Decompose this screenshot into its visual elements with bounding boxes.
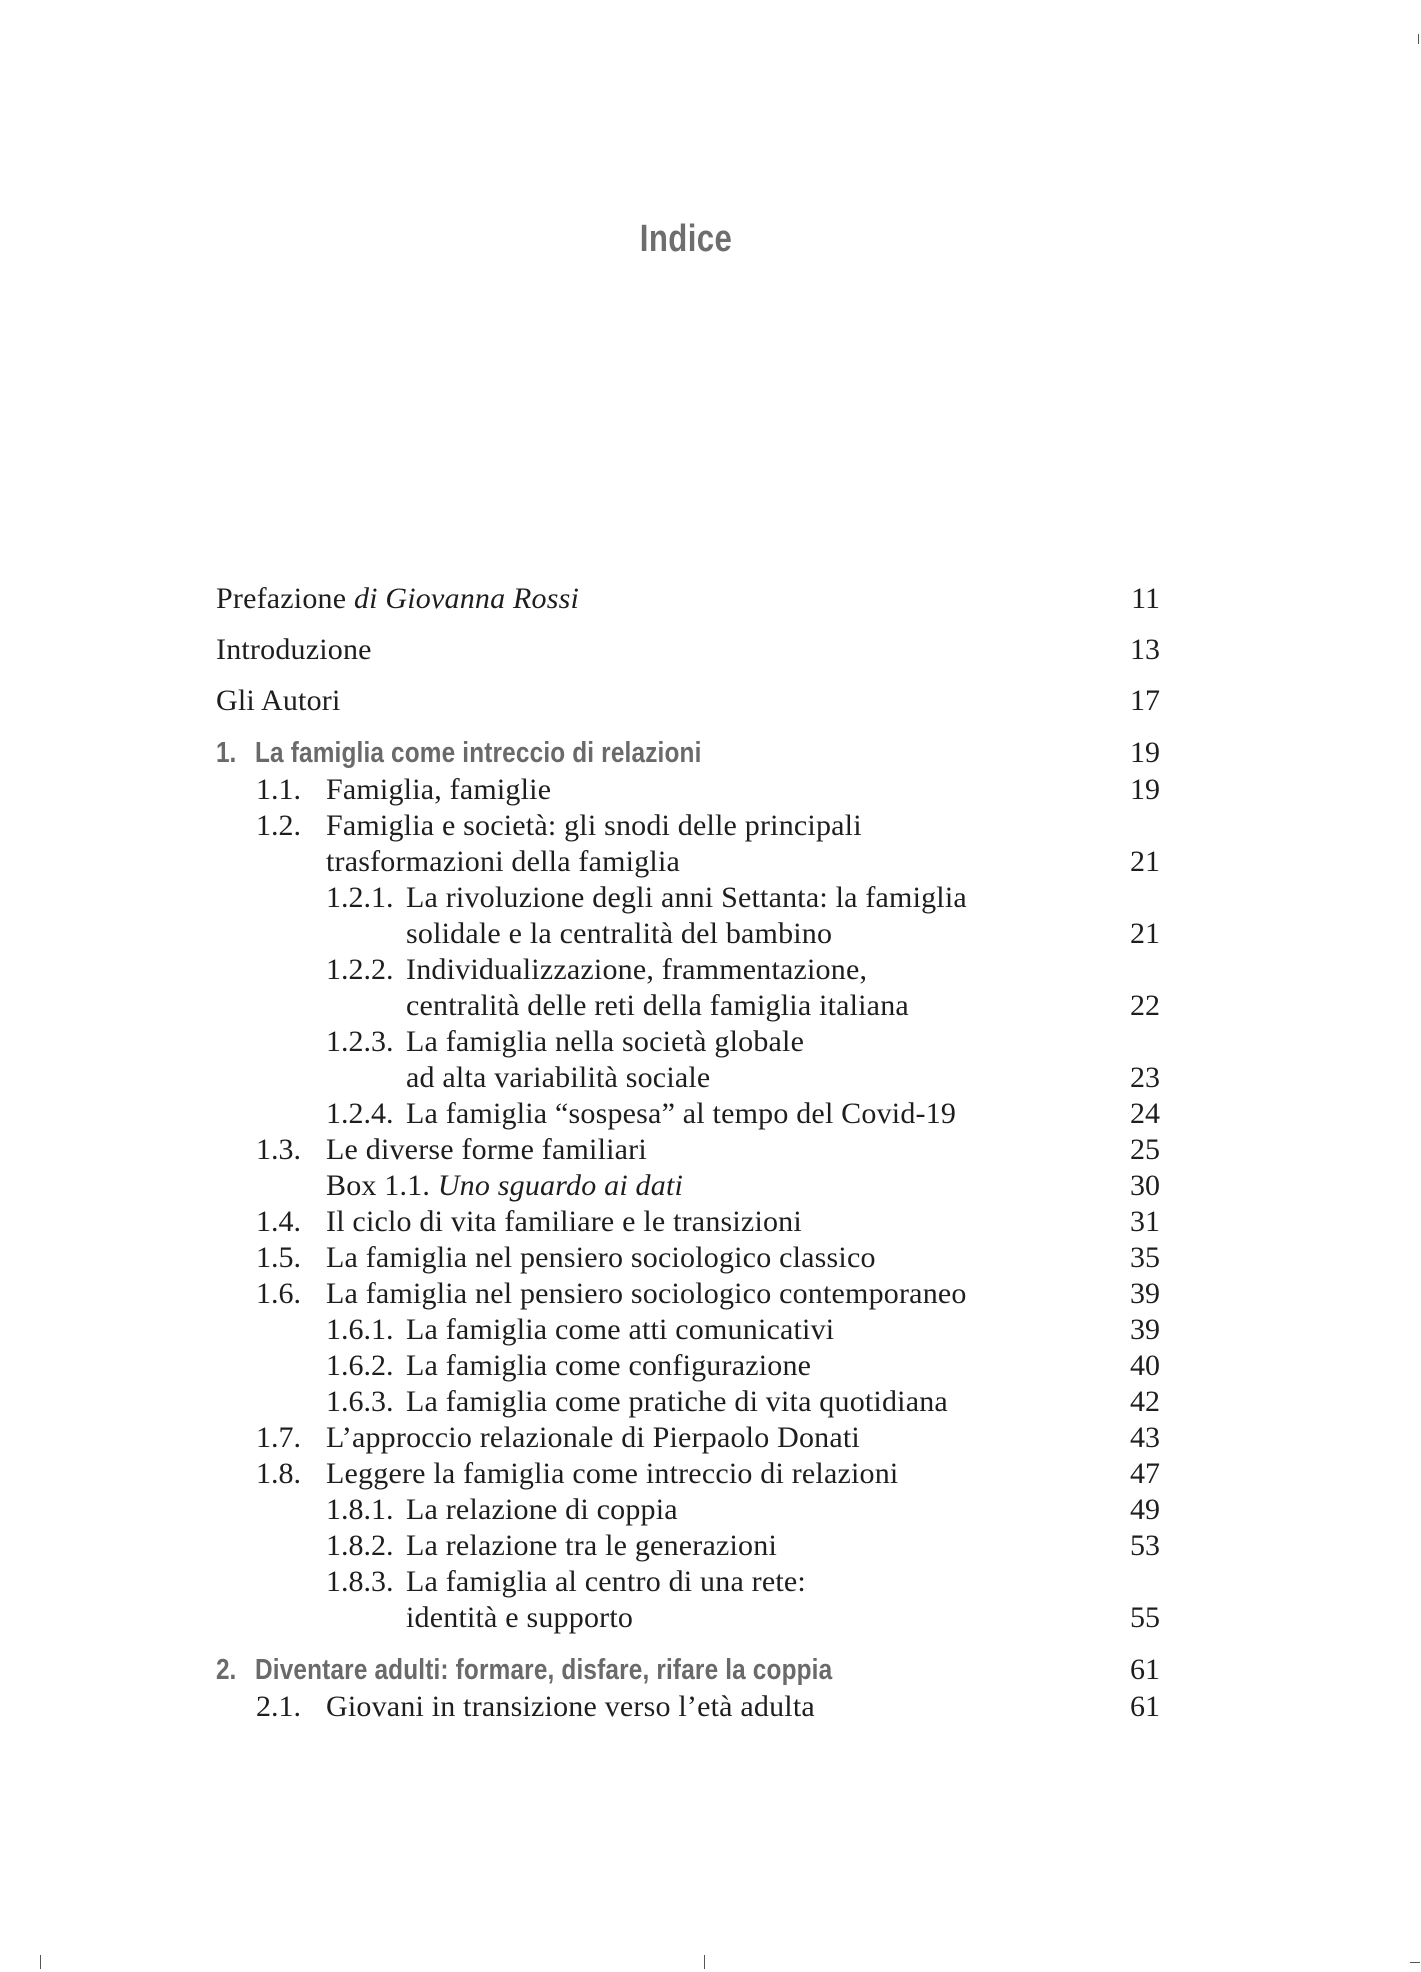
toc-subsection-1-2-1-cont[interactable] <box>0 916 1421 952</box>
page-number: 22 <box>1130 989 1160 1022</box>
toc-subsection-1-8-2[interactable] <box>0 1528 1421 1564</box>
toc-section-2-1[interactable] <box>0 1689 1421 1725</box>
toc-section-1-4[interactable] <box>0 1204 1421 1240</box>
subsection-number: 1.8.2. <box>326 1529 394 1562</box>
toc-section-1-1[interactable] <box>0 772 1421 808</box>
page-number: 39 <box>1130 1313 1160 1346</box>
section-number: 1.4. <box>256 1205 301 1238</box>
subsection-title: La famiglia come atti comunicativi <box>406 1313 835 1346</box>
toc-entry-prefazione[interactable] <box>0 581 1421 617</box>
toc-subsection-1-8-3[interactable] <box>0 1564 1421 1600</box>
subsection-title: La relazione di coppia <box>406 1493 678 1526</box>
toc-chapter-1[interactable] <box>0 735 1421 771</box>
section-title-line-2: trasformazioni della famiglia <box>326 845 680 878</box>
page-number: 11 <box>1131 582 1160 615</box>
section-title: Giovani in transizione verso l’età adulta <box>326 1690 815 1723</box>
subsection-number: 1.2.3. <box>326 1025 394 1058</box>
toc-subsection-1-2-3[interactable] <box>0 1024 1421 1060</box>
section-title: Le diverse forme familiari <box>326 1133 647 1166</box>
subsection-title: La relazione tra le generazioni <box>406 1529 777 1562</box>
section-title: Famiglia, famiglie <box>326 773 552 806</box>
toc-entry-autori[interactable] <box>0 683 1421 719</box>
page-number: 19 <box>1130 773 1160 806</box>
subsection-number: 1.2.2. <box>326 953 394 986</box>
page-number: 17 <box>1130 684 1160 717</box>
chapter-title: La famiglia come intreccio di relazioni <box>255 737 702 769</box>
section-number: 1.8. <box>256 1457 301 1490</box>
page-number: 21 <box>1130 845 1160 878</box>
section-title-line-1: Famiglia e società: gli snodi delle principali <box>326 809 862 842</box>
subsection-number: 1.6.1. <box>326 1313 394 1346</box>
section-title: L’approccio relazionale di Pierpaolo Donati <box>326 1421 860 1454</box>
box-italic-title: Uno sguardo ai dati <box>437 1169 684 1202</box>
section-number: 1.1. <box>256 773 301 806</box>
crop-mark-bottom-left <box>40 1955 41 1969</box>
section-title: Il ciclo di vita familiare e le transizioni <box>326 1205 802 1238</box>
toc-section-1-5[interactable] <box>0 1240 1421 1276</box>
section-number: 2.1. <box>256 1690 301 1723</box>
toc-entry-introduzione[interactable] <box>0 632 1421 668</box>
page-number: 35 <box>1130 1241 1160 1274</box>
page-number: 39 <box>1130 1277 1160 1310</box>
toc-box-1-1[interactable] <box>0 1168 1421 1204</box>
toc-chapter-2[interactable] <box>0 1652 1421 1688</box>
toc-subsection-1-6-3[interactable] <box>0 1384 1421 1420</box>
section-number: 1.3. <box>256 1133 301 1166</box>
crop-mark-bottom-center <box>704 1955 705 1969</box>
toc-section-1-2[interactable] <box>0 808 1421 844</box>
crop-mark-bottom-right <box>1410 1962 1420 1963</box>
section-number: 1.5. <box>256 1241 301 1274</box>
toc-subsection-1-2-3-cont[interactable] <box>0 1060 1421 1096</box>
subsection-title: La famiglia come pratiche di vita quotidiana <box>406 1385 948 1418</box>
page-number: 19 <box>1130 736 1160 769</box>
box-label: Box 1.1. <box>326 1169 438 1202</box>
page-number: 43 <box>1130 1421 1160 1454</box>
toc-section-1-7[interactable] <box>0 1420 1421 1456</box>
section-number: 1.7. <box>256 1421 301 1454</box>
page-number: 55 <box>1130 1601 1160 1634</box>
section-number: 1.6. <box>256 1277 301 1310</box>
entry-title: Prefazione <box>216 582 354 615</box>
section-title: La famiglia nel pensiero sociologico contemporaneo <box>326 1277 967 1310</box>
subsection-title-line-2: identità e supporto <box>406 1601 634 1634</box>
toc-section-1-6[interactable] <box>0 1276 1421 1312</box>
subsection-number: 1.6.2. <box>326 1349 394 1382</box>
toc-subsection-1-6-2[interactable] <box>0 1348 1421 1384</box>
section-number: 1.2. <box>256 809 301 842</box>
page-number: 30 <box>1130 1169 1160 1202</box>
section-title: Leggere la famiglia come intreccio di relazioni <box>326 1457 899 1490</box>
toc-subsection-1-2-1[interactable] <box>0 880 1421 916</box>
section-title: La famiglia nel pensiero sociologico classico <box>326 1241 876 1274</box>
toc-entry-label: Gli Autori <box>216 684 341 717</box>
toc-entry-label <box>216 581 579 617</box>
subsection-number: 1.2.1. <box>326 881 394 914</box>
page-title: Indice <box>639 218 733 260</box>
page-number: 40 <box>1130 1349 1160 1382</box>
toc-entry-label: Introduzione <box>216 633 372 666</box>
subsection-title-line-2: ad alta variabilità sociale <box>406 1061 711 1094</box>
subsection-number: 1.6.3. <box>326 1385 394 1418</box>
box-title <box>326 1168 683 1204</box>
page-number: 31 <box>1130 1205 1160 1238</box>
chapter-title: Diventare adulti: formare, disfare, rifare la coppia <box>255 1654 833 1686</box>
page-number: 61 <box>1130 1653 1160 1686</box>
page-number: 49 <box>1130 1493 1160 1526</box>
toc-subsection-1-2-2[interactable] <box>0 952 1421 988</box>
subsection-number: 1.8.3. <box>326 1565 394 1598</box>
toc-subsection-1-2-4[interactable] <box>0 1096 1421 1132</box>
page-number: 61 <box>1130 1690 1160 1723</box>
subsection-title: La famiglia “sospesa” al tempo del Covid-19 <box>406 1097 957 1130</box>
subsection-title-line-1: La famiglia al centro di una rete: <box>406 1565 806 1598</box>
subsection-title-line-2: centralità delle reti della famiglia italiana <box>406 989 909 1022</box>
toc-subsection-1-8-1[interactable] <box>0 1492 1421 1528</box>
crop-mark-top-right <box>1418 34 1419 44</box>
toc-section-1-8[interactable] <box>0 1456 1421 1492</box>
toc-section-1-2-cont[interactable] <box>0 844 1421 880</box>
subsection-number: 1.8.1. <box>326 1493 394 1526</box>
page-number: 25 <box>1130 1133 1160 1166</box>
page-number: 21 <box>1130 917 1160 950</box>
page-number: 42 <box>1130 1385 1160 1418</box>
subsection-title-line-1: La rivoluzione degli anni Settanta: la famiglia <box>406 881 967 914</box>
page-number: 24 <box>1130 1097 1160 1130</box>
toc-section-1-3[interactable] <box>0 1132 1421 1168</box>
page-number: 53 <box>1130 1529 1160 1562</box>
subsection-title-line-1: La famiglia nella società globale <box>406 1025 805 1058</box>
chapter-number: 1. <box>216 737 237 769</box>
chapter-number: 2. <box>216 1654 237 1686</box>
subsection-title: La famiglia come configurazione <box>406 1349 812 1382</box>
toc-subsection-1-6-1[interactable] <box>0 1312 1421 1348</box>
toc-subsection-1-8-3-cont[interactable] <box>0 1600 1421 1636</box>
page-number: 47 <box>1130 1457 1160 1490</box>
subsection-number: 1.2.4. <box>326 1097 394 1130</box>
page-number: 13 <box>1130 633 1160 666</box>
entry-author: di Giovanna Rossi <box>353 582 580 615</box>
subsection-title-line-2: solidale e la centralità del bambino <box>406 917 833 950</box>
subsection-title-line-1: Individualizzazione, frammentazione, <box>406 953 868 986</box>
toc-subsection-1-2-2-cont[interactable] <box>0 988 1421 1024</box>
page-number: 23 <box>1130 1061 1160 1094</box>
